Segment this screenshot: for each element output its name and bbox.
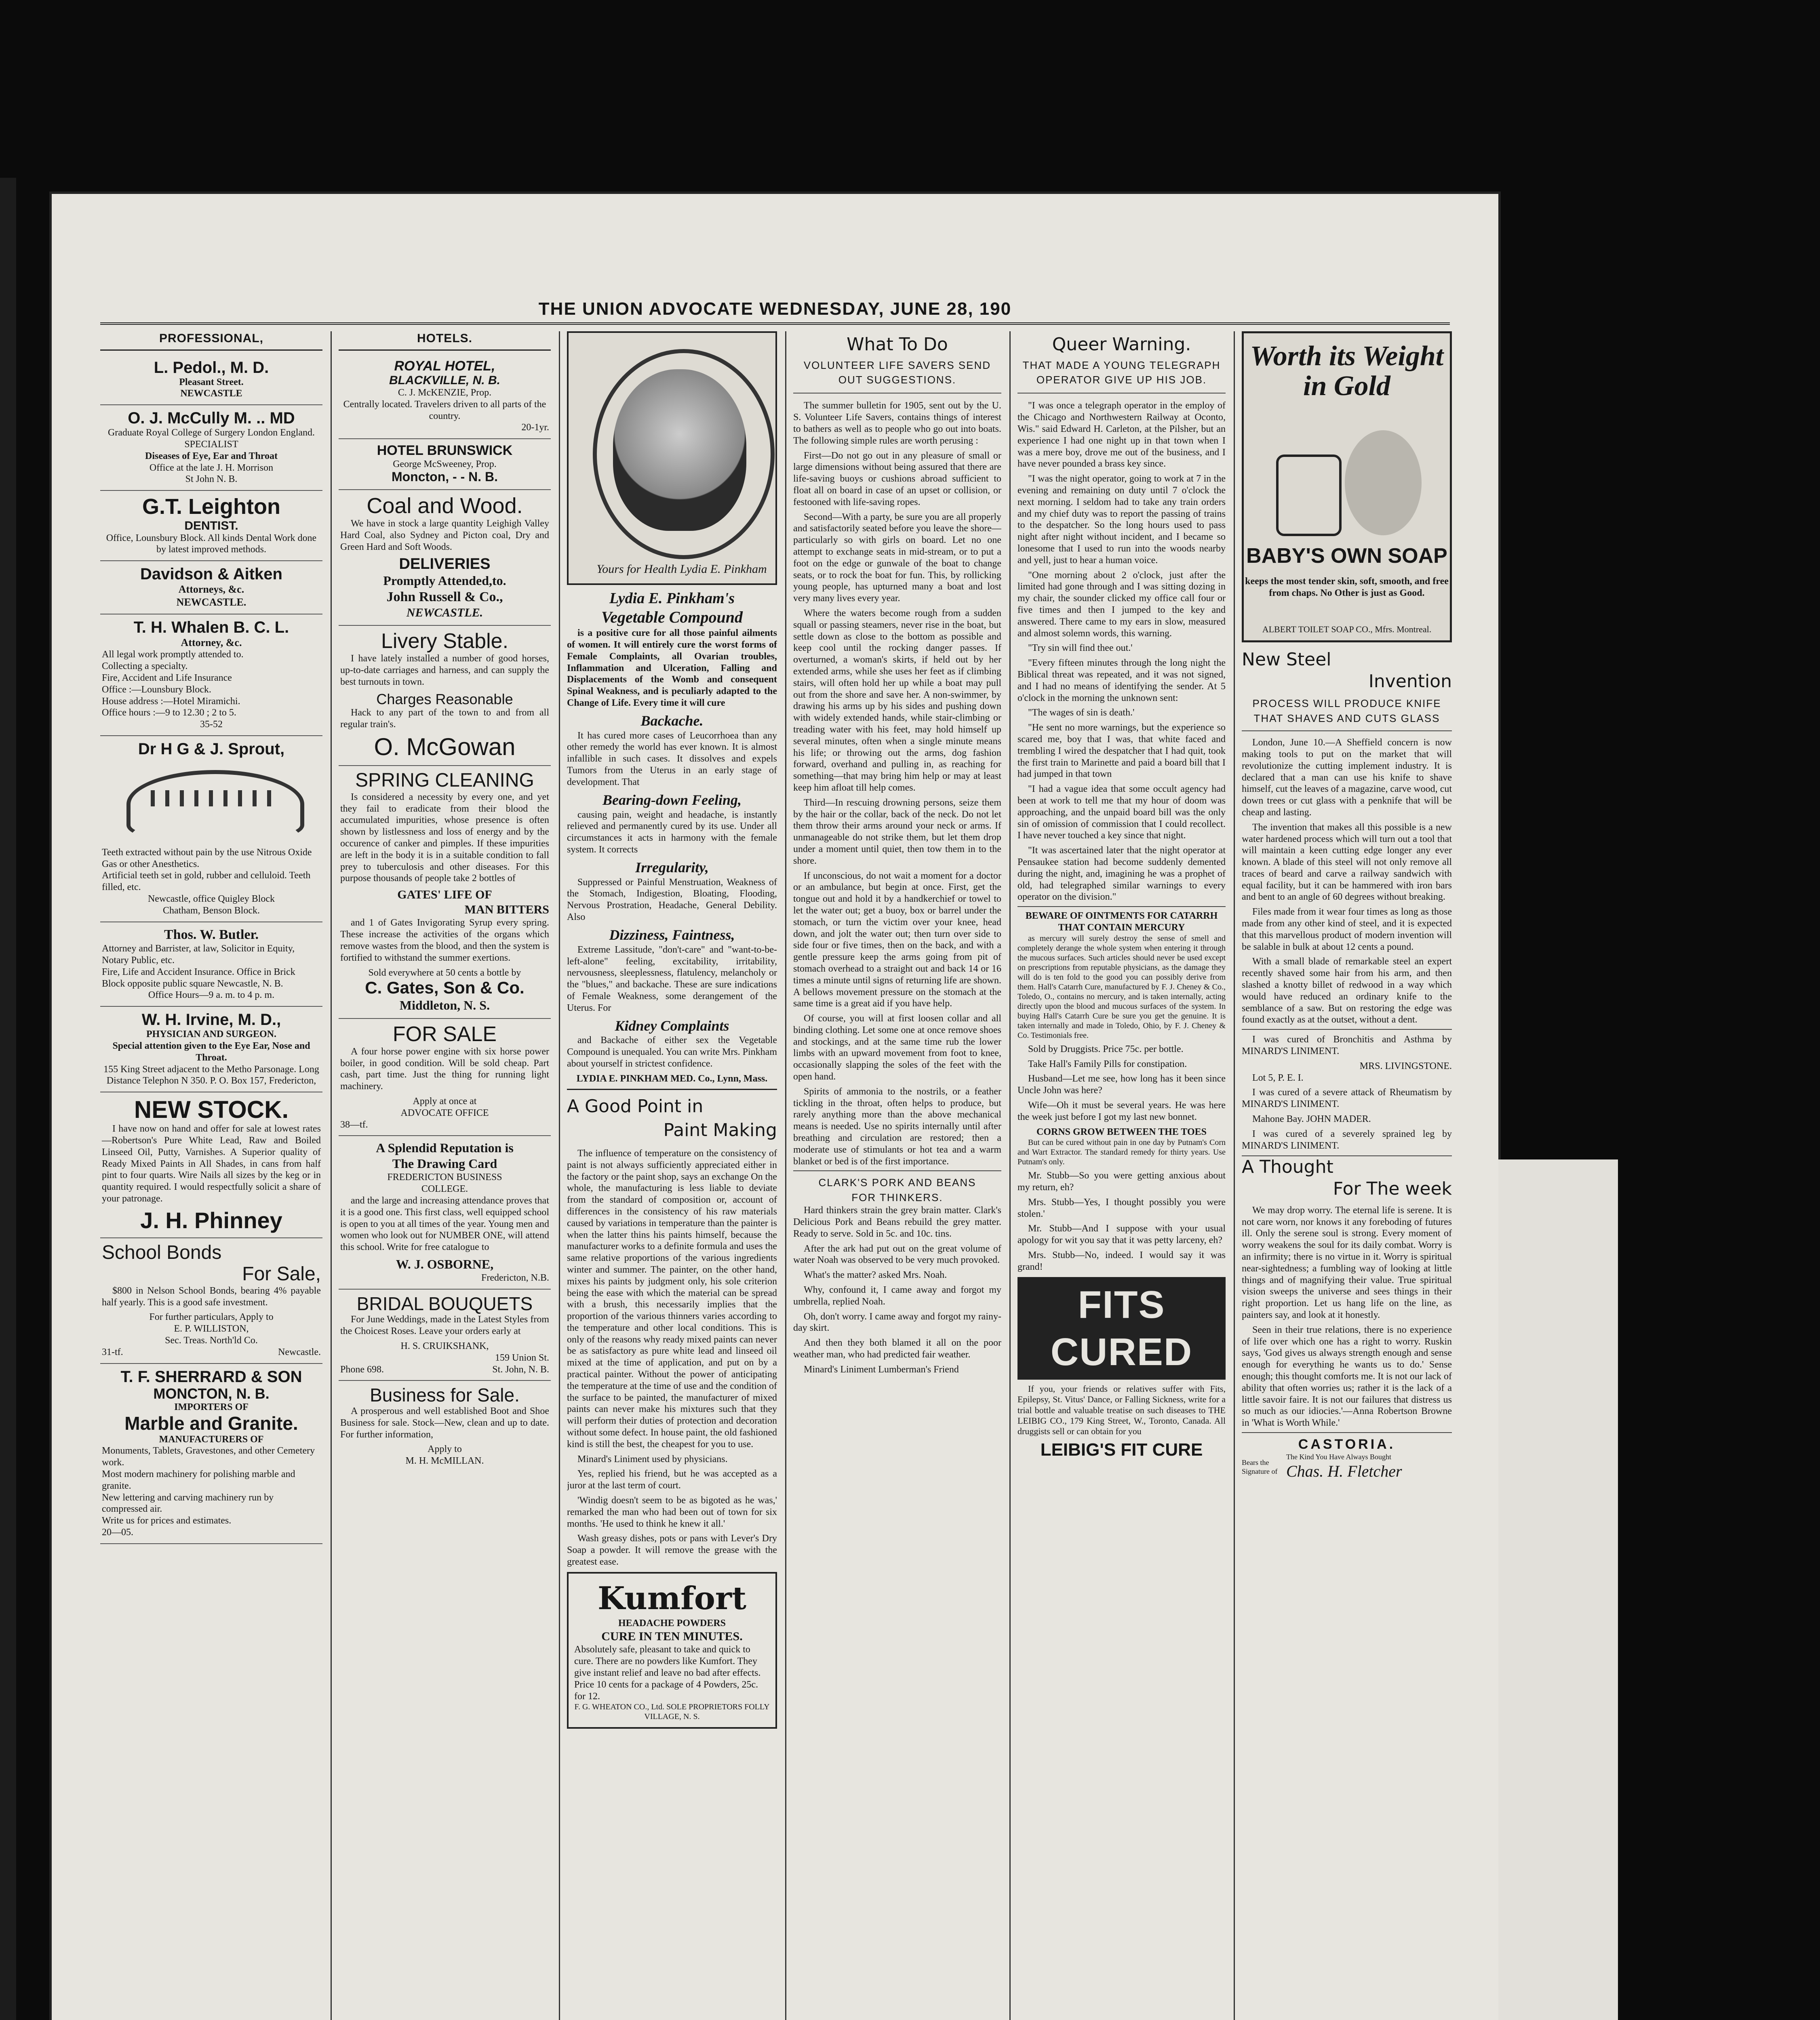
ad-line: 20—05.: [102, 1527, 133, 1538]
ad-body: and the large and increasing attendance proves that it is a good one. This first class, well equipped school is open to you at all times of the year. Young men and women who look out for NUMBER ONE, will attend this school. Write for free catalogue to: [340, 1195, 549, 1253]
ad-title-2: For Sale,: [242, 1263, 321, 1285]
article-paragraph: Files made from it wear four times as long as those made from any other kind of steel, and it is expected that this marvellous product of modern invention will be salable in bulk at about 12 cents a pound.: [1242, 907, 1452, 952]
card-sub: PHYSICIAN AND SURGEON.: [146, 1029, 277, 1040]
testimonial: I was cured of Bronchitis and Asthma by MINARD'S LINIMENT.: [1242, 1034, 1452, 1057]
ad-line: Monuments, Tablets, Gravestones, and other Cemetery work.: [102, 1446, 315, 1468]
column-hotels: [339, 331, 551, 2020]
ad-signer: J. H. Phinney: [140, 1207, 282, 1233]
article-paragraph: "One morning about 2 o'clock, just after the limited had gone through and I was sitting dozing in my chair, the sounder clicked my office call four or five times and then I jumped to the key and answered. There came to my ears in slow, measured and almost solemn words, this warning.: [1017, 570, 1226, 639]
card-line: Special attention given to the Eye Ear, Nose and Throat.: [112, 1040, 310, 1063]
testimonial: Lot 5, P. E. I.: [1252, 1072, 1304, 1083]
card-line: Diseases of Eye, Ear and Throat: [145, 450, 278, 461]
testimonial: I was cured of a severely sprained leg by MINARD'S LINIMENT.: [1242, 1128, 1452, 1151]
ad-hotel-brunswick: [339, 439, 551, 490]
page-edge-shadow: [0, 178, 16, 2020]
ad-signer: M. H. McMILLAN.: [405, 1456, 484, 1467]
ad-title: A Splendid Reputation is: [376, 1140, 514, 1155]
card-davidson: [100, 561, 322, 614]
card-line: Fire, Life and Accident Insurance. Office in Brick Block opposite public square Newcastle, N. B.: [102, 966, 295, 989]
article-paragraph: Second—With a party, be sure you are all properly and satisfactorily seated before you leave the shore—particularly so with girls on board. Let no one attempt to exchange seats in mid-stream, or to put a foot on the edge or gunwale of the boat to change seats, or to rock the boat for fun. This, by rollicking young people, has upturned many a boat and lost very many lives every year.: [793, 511, 1001, 604]
ad-sub: HEADACHE POWDERS: [618, 1618, 726, 1629]
ad-spring-cleaning: [339, 766, 551, 1019]
ad-body: We have in stock a large quantity Leighigh Valley Hard Coal, also Sydney and Picton coal, Dry and Green Hard and Soft Woods.: [340, 518, 549, 552]
ad-town: Newcastle.: [278, 1347, 321, 1357]
ad-title: Worth its Weight in Gold: [1250, 341, 1444, 402]
ad-firm: John Russell & Co.,: [386, 589, 503, 605]
card-line: NEWCASTLE: [180, 388, 242, 399]
article-title-2: Paint Making: [663, 1120, 777, 1141]
ad-town: BLACKVILLE, N. B.: [389, 373, 500, 387]
article-paragraph: With a small blade of remarkable steel an expert recently shaved some hair from his arm, and then slashed a knotty billet of redwood in a way which would have reduced an ordinary knife to the semblance of a saw. But on restoring the edge was found exactly as at the outset, without a dent.: [1242, 956, 1452, 1025]
column-divider: [1234, 331, 1235, 2020]
ad-body: causing pain, weight and headache, is instantly relieved and permanently cured by its use. Under all circumstances it acts in harmony with the female system. It corrects: [567, 809, 777, 855]
masthead-rule: [100, 322, 1450, 325]
article-paragraph: "It was ascertained later that the night operator at Pensaukee station had become suddenly demented during the night, and, imagining he was a prophet of old, had telegraphed similar warnings to every operator on the division.": [1017, 845, 1226, 903]
article-title: New Steel: [1242, 649, 1331, 670]
ad-apply: Apply to: [428, 1444, 462, 1455]
ad-line: Write us for prices and estimates.: [102, 1515, 232, 1526]
ad-name: BABY'S OWN SOAP: [1246, 544, 1447, 568]
card-name: Thos. W. Butler.: [164, 927, 259, 942]
ad-title: FOR SALE: [392, 1022, 497, 1046]
ad-body: But can be cured without pain in one day by Putnam's Corn and Wart Extractor. The standard remedy for thirty years. Use Putnam's only.: [1017, 1138, 1226, 1167]
anecdote-paragraph: Husband—Let me see, how long has it been since Uncle John was here?: [1017, 1073, 1226, 1096]
ad-business-for-sale: [339, 1381, 551, 1472]
filler-minard: Minard's Liniment used by physicians.: [577, 1454, 728, 1464]
article-paragraph: "Try sin will find thee out.': [1028, 643, 1133, 654]
ad-town: St. John, N. B.: [492, 1364, 549, 1375]
article-paragraph: Third—In rescuing drowning persons, seize them by the hair or the collar, back of the neck. Do not let them throw their arms around your neck or arms. If unmanageable do not strike them, but let them drop under a moment until quiet, then tow them in to the shore.: [793, 797, 1001, 866]
ad-kumfort: [567, 1572, 777, 1729]
ad-title: BEWARE OF OINTMENTS FOR CATARRH THAT CONTAIN MERCURY: [1017, 906, 1226, 934]
article-paragraph: Of course, you will at first loosen collar and all binding clothing. Let some one at once remove shoes and stockings, and at the same time rub the lower limbs with an upward movement from foot to knee, occasionally slapping the soles of the feet with the open hand.: [793, 1013, 1001, 1082]
ad-ref: 38—tf.: [340, 1119, 368, 1130]
ad-where: ADVOCATE OFFICE: [400, 1107, 489, 1118]
ad-castoria-sub: The Kind You Have Always Bought: [1286, 1453, 1391, 1461]
ad-section: Irregularity,: [635, 859, 709, 875]
ad-apply: For further particulars, Apply to: [149, 1312, 274, 1323]
section-header: HOTELS.: [339, 331, 551, 351]
card-name: L. Pedol., M. D.: [154, 358, 269, 377]
card-line: All legal work promptly attended to.: [102, 649, 244, 660]
ad-school-bonds: [100, 1238, 322, 1364]
ad-body: For June Weddings, made in the Latest Styles from the Choicest Roses. Leave your orders early at: [340, 1314, 549, 1337]
ad-body: Absolutely safe, pleasant to take and quick to cure. There are no powders like Kumfort. They give instant relief and leave no bad after effects. Price 10 cents for a package of 4 Powders, 25c. for 12.: [574, 1644, 761, 1702]
card-line: Office at the late J. H. Morrison: [149, 462, 274, 473]
ad-body: I have now on hand and offer for sale at lowest rates—Robertson's Pure White Lead, Raw and Boiled Linseed Oil, Putty, Varnishes. A Superior quality of Ready Mixed Paints in All Shades, in cans from half pint to four quarts. Wire Nails all sizes by the keg or in quantity required. I would respectfully solicit a share of your patronage.: [102, 1124, 321, 1204]
ad-body: $800 in Nelson School Bonds, bearing 4% payable half yearly. This is a good safe investment.: [102, 1285, 321, 1308]
card-line: 155 King Street adjacent to the Metho Parsonage. Long Distance Telephon N 350. P. O. Box 157, Fredericton,: [103, 1064, 319, 1086]
filler-juror: Yes, replied his friend, but he was accepted as a juror at the last term of court.: [567, 1469, 777, 1491]
article-title-2: For The week: [1333, 1178, 1452, 1199]
article-title-2: Invention: [1368, 671, 1452, 692]
ad-body: A prosperous and well established Boot and Shoe Business for sale. Stock—New, clean and up to date. For further information,: [340, 1406, 549, 1440]
ad-name: HOTEL BRUNSWICK: [377, 443, 513, 459]
column-divider: [1009, 331, 1011, 2020]
ad-gates: GATES' LIFE OF: [397, 888, 492, 902]
ad-body: keeps the most tender skin, soft, smooth, and free from chaps. No Other is just as Good.: [1245, 576, 1449, 599]
castoria-signature: Chas. H. Fletcher: [1286, 1462, 1402, 1480]
ad-line: MANUFACTURERS OF: [159, 1434, 264, 1445]
ad-body-2: Hack to any part of the town to and from all regular train's.: [340, 707, 549, 730]
card-line: Graduate Royal College of Surgery London England.: [107, 427, 315, 438]
ad-body: It has cured more cases of Leucorrhoea than any other remedy the world has ever known. It is almost infallible in such cases. It dissolves and expels Tumors from the Uterus in an early stage of development. That: [567, 730, 777, 787]
card-mccully: [100, 405, 322, 491]
anecdote-paragraph: What's the matter? asked Mrs. Noah.: [804, 1270, 947, 1281]
card-sub: Attorney, &c.: [181, 636, 242, 648]
column-queer-warning: [1017, 331, 1226, 2020]
ad-firm: ALBERT TOILET SOAP CO., Mfrs. Montreal.: [1262, 624, 1432, 634]
ad-charges: Charges Reasonable: [376, 690, 513, 707]
ad-ref: 31-tf.: [102, 1347, 123, 1357]
ad-title-2: FOR THINKERS.: [851, 1191, 943, 1204]
ad-body: as mercury will surely destroy the sense of smell and completely derange the whole system when entering it through the mucous surfaces. Such articles should never be used except on prescriptions from reputable physicians, as the damage they will do is ten fold to the good you can possibly derive from them. Hall's Catarrh Cure, manufactured by F. J. Cheney & Co., Toledo, O., contains no mercury, and is taken internally, acting directly upon the blood and mucous surfaces of the system. In buying Hall's Catarrh Cure be sure you get the genuine. It is taken internally and made in Toledo, Ohio, by F. J. Cheney & Co. Testimonials free.: [1017, 934, 1226, 1040]
ad-for-sale-engine: [339, 1019, 551, 1136]
ad-title: School Bonds: [102, 1242, 222, 1264]
article-paragraph: If unconscious, do not wait a moment for a doctor or an ambulance, but begin at once. First, get the tongue out and hold it by a handkerchief or towel to let the water out; get a buoy, box or barrel under the stomach, or turn the victim over your knee, head down, and jolt the water out; then turn over side to side four or five times, then on the back, and with a gentle pressure keep the arms going from pit of stomach overhead to a straight out and back 14 or 16 times a minute until signs of returning life are shown. A bellows movement pressure on the stomach at the same time is a great aid if you have help.: [793, 870, 1001, 1009]
ad-pills: Take Hall's Family Pills for constipation.: [1028, 1058, 1187, 1069]
anecdote-paragraph: Wife—Oh it must be several years. He was here the week just before I got my last new bonnet.: [1017, 1100, 1226, 1122]
ad-college: FREDERICTON BUSINESS: [387, 1172, 502, 1183]
ad-sold: Sold by Druggists. Price 75c. per bottle.: [1028, 1044, 1184, 1054]
ad-signer: O. McGowan: [374, 733, 516, 760]
card-line: Teeth extracted without pain by the use Nitrous Oxide Gas or other Anesthetics.: [102, 847, 312, 869]
ad-body: Centrally located. Travelers driven to all parts of the country.: [343, 399, 546, 421]
card-line: NEWCASTLE.: [176, 596, 246, 608]
ad-coal-wood: [339, 490, 551, 626]
card-butler: [100, 922, 322, 1007]
card-line: Office, Lounsbury Block. All kinds Dental Work done by latest improved methods.: [106, 532, 317, 555]
column-misc: [1242, 331, 1452, 2020]
ad-title: BRIDAL BOUQUETS: [356, 1293, 533, 1314]
anecdote-paragraph: And then they both blamed it all on the poor weather man, who had predicted fair weather.: [793, 1338, 1001, 1360]
ad-apply: Apply at once at: [413, 1096, 477, 1107]
card-line: Office :—Lounsbury Block.: [102, 684, 211, 695]
ad-body: Suppressed or Painful Menstruation, Weakness of the Stomach, Indigestion, Bloating, Flooding, Nervous Prostration, Headache, General Debility. Also: [567, 877, 777, 923]
article-paragraph: "I had a vague idea that some occult agency had been at work to tell me that my hour of doom was approaching, and the unpaid board bill was the only sin of omission of commission that I could recollect. I have never touched a key since that night.: [1017, 784, 1226, 841]
card-line: Fire, Accident and Life Insurance: [102, 672, 232, 683]
ad-line: New lettering and carving machinery run by compressed air.: [102, 1492, 274, 1515]
torn-page-flap: [1498, 1159, 1618, 2020]
column-divider: [331, 331, 332, 2020]
column-divider: [785, 331, 786, 2020]
ad-sub-2: CURE IN TEN MINUTES.: [601, 1629, 743, 1643]
column-what-to-do: [793, 331, 1001, 2020]
ad-section: Backache.: [640, 712, 704, 729]
article-title: A Good Point in: [567, 1096, 704, 1117]
ad-section: Kidney Complaints: [615, 1017, 729, 1034]
card-line: St John N. B.: [185, 474, 238, 485]
pinkham-portrait: [567, 331, 777, 585]
ad-body: If you, your friends or relatives suffer with Fits, Epilepsy, St. Vitus' Dance, or Falling Sickness, write for a trial bottle and valuable treatise on such diseases to THE LEIBIG CO., 179 King Street, W., Toronto, Canada. All druggists sell or can obtain for you: [1017, 1383, 1226, 1437]
ad-sherrard: [100, 1364, 322, 1544]
article-title: A Thought: [1242, 1155, 1452, 1178]
ad-livery-stable: [339, 626, 551, 766]
anecdote-paragraph: Mrs. Stubb—No, indeed. I would say it was grand!: [1017, 1250, 1226, 1272]
ad-title: Lydia E. Pinkham's: [609, 590, 735, 607]
card-line: Office Hours—9 a. m. to 4 p. m.: [148, 990, 275, 1001]
ad-name: T. F. SHERRARD & SON: [120, 1368, 302, 1386]
article-paragraph: "He sent no more warnings, but the experience so scared me, boy that I was, that white faced and trembling I wired the despatcher that I had quit, took the first train to Marinette and paid a board bill that I had jumped in that town: [1017, 722, 1226, 780]
card-line: 35-52: [200, 719, 223, 730]
ad-town: Fredericton, N.B.: [481, 1272, 549, 1283]
card-line: Newcastle, office Quigley Block: [147, 894, 275, 905]
article-title: What To Do: [847, 334, 948, 355]
ad-body-3: Sold everywhere at 50 cents a bottle by: [368, 967, 521, 978]
article-paragraph: "I was once a telegraph operator in the employ of the Chicago and Northwestern Railway at Oconto, Wis." said Edward H. Carleton, at the Pilsher, but an experience I had one night up in that town when I was a mere boy, drove me out of the business, and I have never pounded a brass key since.: [1017, 400, 1226, 469]
card-name: O. J. McCully M. .. MD: [128, 409, 295, 427]
article-title: Queer Warning.: [1052, 334, 1191, 355]
soap-cake-illustration: [1276, 455, 1342, 536]
ad-body: Is considered a necessity by every one, and yet they fail to eradicate from their blood the accumulated impurities, whose presence is often shown by listlessness and loss of energy and by the occurence of canker and pimples. If these impurities are left in the body it is in a suitable condition to fall prey to tuberculosis and other diseases. For this purpose thousands of people take 2 bottles of: [340, 791, 549, 884]
testimonial: Mahone Bay. JOHN MADER.: [1252, 1114, 1371, 1125]
article-subtitle: VOLUNTEER LIFE SAVERS SEND OUT SUGGESTIONS.: [793, 358, 1001, 394]
newspaper-page: [52, 194, 1498, 2020]
ad-firm: C. Gates, Son & Co.: [365, 978, 525, 997]
ad-title-2: Vegetable Compound: [601, 608, 743, 627]
ad-section: Bearing-down Feeling,: [602, 791, 742, 808]
article-paragraph: "The wages of sin is death.': [1028, 707, 1135, 718]
ad-firm: F. G. WHEATON CO., Ltd. SOLE PROPRIETORS FOLLY VILLAGE, N. S.: [574, 1702, 770, 1721]
ad-signer: W. J. OSBORNE,: [396, 1256, 494, 1271]
ad-body: is a positive cure for all those painful ailments of women. It will entirely cure the worst forms of Female Complaints, all Ovarian troubles, Inflammation and Ulceration, Falling and Displacements of the Womb and consequent Spinal Weakness, and is peculiarly adapted to the Change of Life. Every time it will cure: [567, 628, 777, 708]
anecdote-paragraph: Mr. Stubb—So you were getting anxious about my return, eh?: [1017, 1170, 1226, 1193]
ad-body-2: and 1 of Gates Invigorating Syrup every spring. These increase the activities of the organs which remove wastes from the blood, and then the system is fortified to withstand the summer exertions.: [340, 917, 549, 963]
article-paragraph: Spirits of ammonia to the nostrils, or a feather tickling in the throat, often helps to produce, but rarely anything more than the above mechanical means is needed. Use no spirits internally until after breathing and circulation are restored; then a moderate use of stimulants or hot tea and a warm blanket or bed is of the first importance.: [793, 1086, 1001, 1167]
card-leighton: [100, 491, 322, 561]
ad-deliveries-2: Promptly Attended,to.: [383, 573, 506, 588]
anecdote-paragraph: After the ark had put out on the great volume of water Noah was observed to be very much provoked.: [793, 1243, 1001, 1266]
article-subtitle: PROCESS WILL PRODUCE KNIFE THAT SHAVES AND CUTS GLASS: [1242, 696, 1452, 731]
column-divider: [559, 331, 560, 2020]
card-whalen: [100, 614, 322, 736]
ad-new-stock: [100, 1092, 322, 1238]
ad-who: E. P. WILLISTON,: [174, 1324, 249, 1334]
ad-who-2: Sec. Treas. North'ld Co.: [165, 1335, 258, 1346]
card-line: Office hours :—9 to 12.30 ; 2 to 5.: [102, 707, 236, 718]
ad-castoria-bears: Bears the Signature of: [1242, 1458, 1278, 1475]
testimonial: MRS. LIVINGSTONE.: [1359, 1060, 1452, 1071]
article-subtitle: THAT MADE A YOUNG TELEGRAPH OPERATOR GIVE UP HIS JOB.: [1017, 358, 1226, 394]
baby-illustration: [1345, 430, 1422, 535]
section-header: PROFESSIONAL,: [100, 331, 322, 351]
ad-title: Kumfort: [597, 1580, 747, 1617]
article-paragraph: "I was the night operator, going to work at 7 in the evening and remaining on duty until 7 o'clock the next morning. I seldom had to take any train orders and my chief duty was to report the passing of trains to the despatcher. So the long hours used to pass night after night without incident, and I became so lonesome that I used to run into the woods nearby and yell, just to hear a human voice.: [1017, 473, 1226, 566]
filler-lever: Wash greasy dishes, pots or pans with Lever's Dry Soap a powder. It will remove the grease with the greatest ease.: [567, 1533, 777, 1568]
article-paragraph: The summer bulletin for 1905, sent out by the U. S. Volunteer Life Savers, contains things of interest to bathers as well as to people who go out into boats. The following simple rules are worth perusing :: [793, 400, 1001, 446]
column-pinkham: [567, 331, 777, 2020]
ad-prop: George McSweeney, Prop.: [393, 459, 497, 469]
article-paragraph: We may drop worry. The eternal life is serene. It is not care worn, nor knows it any foreboding of futures ill. Only the serene soul is strong. Every moment of worry weakens the soul for its daily combat. Worry is an infirmity; there is no virtue in it. Worry is spiritual near-sightedness; a fumbling way of looking at little things and of magnifying their value. True spiritual vision sweeps the universe and sees things in their right proportion. Let us hang life on the line, as painters say, and look at it honestly.: [1242, 1205, 1452, 1320]
ad-town: MONCTON, N. B.: [153, 1385, 270, 1402]
ad-section: Dizziness, Faintness,: [609, 926, 735, 943]
ad-body: A four horse power engine with six horse power boiler, in good condition. Will be sold cheap. Part cash, part time. Just the thing for running light machinery.: [340, 1046, 549, 1092]
filler-windig: 'Windig doesn't seem to be as bigoted as he was,' remarked the man who had been out of town for six months. 'He used to think he knew it all.': [567, 1495, 777, 1529]
card-line: SPECIALIST: [184, 439, 238, 450]
ad-title: Marble and Granite.: [124, 1413, 298, 1434]
anecdote-paragraph: Mrs. Stubb—Yes, I thought possibly you were stolen.': [1017, 1197, 1226, 1219]
article-paragraph: Seen in their true relations, there is no experience of life over which one has a right to worry. Ruskin says, 'God gives us always strength enough and sense enough for everything he wants us to do.' Sense enough; this thought comforts me. It is not our lack of ability that often worries us; rather it is the lack of a little savoir faire. It is not our failures that distress us so much as our idiocies.'—Anna Robertson Browne in 'What is Worth While.': [1242, 1324, 1452, 1429]
card-line: Collecting a specialty.: [102, 661, 188, 672]
ad-title: Livery Stable.: [381, 629, 509, 653]
dentures-illustration: [126, 762, 296, 843]
filler-minard: Minard's Liniment Lumberman's Friend: [804, 1364, 959, 1375]
card-line: Artificial teeth set in gold, rubber and celluloid. Teeth filled, etc.: [102, 870, 311, 893]
ad-name: ROYAL HOTEL,: [394, 358, 495, 374]
anecdote-paragraph: Mr. Stubb—And I suppose with your usual apology for wit you say that it was petty larceny, eh?: [1017, 1223, 1226, 1246]
ad-castoria: CASTORIA.: [1242, 1432, 1452, 1453]
ad-town: Middleton, N. S.: [399, 997, 490, 1012]
ad-addr: 159 Union St.: [495, 1352, 549, 1363]
ad-deliveries: DELIVERIES: [399, 556, 491, 573]
article-paragraph: Where the waters become rough from a sudden squall or passing steamers, never rise in the boat, but settle down as close to the bottom as possible and keep cool until the rocking danger passes. If overturned, a woman's skirts, if held out by her extended arms, while she uses her feet as if climbing stairs, will often hold her up while a boat may pull out from the shore and save her. A non-swimmer, by drawing his arms up by his sides and pushing down with widely extended hands, while stair-climbing or treading water with his feet, may hold himself up several minutes, often when a single minute means his life; or throwing out the arms, dog fashion forward, overhand and pulling in, as reaching for something—that may bring him help or may at least keep him afloat till help comes.: [793, 608, 1001, 793]
card-line: Pleasant Street.: [179, 377, 244, 387]
portrait-caption: Yours for Health Lydia E. Pinkham: [596, 562, 767, 576]
ad-town: NEWCASTLE.: [406, 606, 483, 619]
card-name: Dr H G & J. Sprout,: [138, 740, 285, 758]
card-sub: DENTIST.: [184, 519, 238, 532]
card-irvine: [100, 1007, 322, 1092]
ad-body: Extreme Lassitude, "don't-care" and "want-to-be-left-alone" feeling, excitability, irritability, nervousness, sleeplessness, flatulency, melancholy or the "blues," and backache. These are sure indications of Female Weakness, some derangement of the Uterus. For: [567, 944, 777, 1013]
ad-title-2: The Drawing Card: [392, 1156, 497, 1171]
card-sub: Attorneys, &c.: [178, 583, 244, 595]
column-professional: [100, 331, 322, 2020]
anecdote-paragraph: Why, confound it, I came away and forgot my umbrella, replied Noah.: [793, 1285, 1001, 1307]
ad-gates-2: MAN BITTERS: [464, 903, 549, 916]
article-body: The influence of temperature on the consistency of paint is not always sufficiently appreciated either in the factory or the paint shop, says an exchange On the whole, the manufacturing is less liable to deviate from the standard of composition or, account of differences in the consistency of his raw materials caused by variations in temperature than the painter is when the latter thins his paints himself, because the manufacturer works to a definite formula and uses the same relative proportions of the various ingredients winter and summer. The painter, on the other hand, mixes his paints by judgment only, his sole criterion being the ease with which the material can be spread with a brush, this necessarily implies that the proportion of the various thinners varies according to the temperature and other local conditions. This is only of the reasons why ready mixed paints can never be as satisfactory as pure white lead and linseed oil mixed at the time of application, and put on by a practical painter. Without the power of anticipating the temperature at the time of use and the condition of the surface to be painted, the manufacturer of mixed paints can never make his mixtures such that they will perform their duties of protection and decoration without some defect. In house paint, the old fashioned kind is still the best, the cheapest for you to use.: [567, 1148, 777, 1450]
ad-babys-own-soap: [1242, 331, 1452, 642]
card-line: Attorney and Barrister, at law, Solicitor in Equity, Notary Public, etc.: [102, 943, 295, 966]
ad-town: Moncton, - - N. B.: [391, 469, 498, 484]
ad-line: Most modern machinery for polishing marble and granite.: [102, 1469, 295, 1491]
ad-sub: IMPORTERS OF: [174, 1402, 249, 1413]
ad-firm: H. S. CRUIKSHANK,: [400, 1340, 489, 1351]
card-line: House address :—Hotel Miramichi.: [102, 696, 240, 707]
ad-body: and Backache of either sex the Vegetable Compound is unequaled. You can write Mrs. Pinkham about yourself in strictest confidence.: [567, 1035, 777, 1069]
ad-fits-cured-banner: FITS CURED: [1017, 1277, 1226, 1380]
ad-title: Business for Sale.: [370, 1385, 520, 1406]
card-name: W. H. Irvine, M. D.,: [141, 1011, 281, 1029]
ad-leibig: LEIBIG'S FIT CURE: [1040, 1439, 1203, 1460]
ad-ref: 20-1yr.: [521, 422, 549, 433]
masthead: THE UNION ADVOCATE WEDNESDAY, JUNE 28, 190: [538, 299, 1012, 319]
card-name: T. H. Whalen B. C. L.: [133, 618, 289, 636]
portrait-face: [613, 369, 746, 531]
ad-title: CLARK'S PORK AND BEANS: [793, 1170, 1001, 1190]
ad-business-college: [339, 1136, 551, 1289]
article-paragraph: First—Do not go out in any pleasure of small or large dimensions without being assured that there are life-saving buoys or cushions abroad sufficient to float all on board in case of an upset or collision, or festooned with life-saving ropes.: [793, 450, 1001, 507]
article-paragraph: London, June 10.—A Sheffield concern is now making tools to put on the market that will revolutionize the cutting implement industry. It is declared that a man can use his knife to shave himself, cut the leaves of a magazine, carve wood, cut down trees or cut glass with a penknife that will be cheap and lasting.: [1242, 737, 1452, 818]
ad-body: I have lately installed a number of good horses, up-to-date carriages and harness, and can supply the best turnouts in town.: [340, 653, 549, 687]
card-sprout: [100, 736, 322, 922]
ad-prop: C. J. McKENZIE, Prop.: [398, 387, 492, 398]
ad-title: SPRING CLEANING: [355, 769, 534, 791]
ad-title: NEW STOCK.: [134, 1096, 289, 1124]
ad-phone: Phone 698.: [340, 1364, 384, 1375]
ad-royal-hotel: [339, 355, 551, 440]
anecdote-paragraph: Oh, don't worry. I came away and forgot my rainy-day skirt.: [793, 1311, 1001, 1334]
card-name: G.T. Leighton: [142, 494, 280, 519]
ad-college-2: COLLEGE.: [421, 1184, 468, 1195]
ad-title: Coal and Wood.: [367, 493, 523, 518]
card-line: Chatham, Benson Block.: [163, 905, 260, 916]
ad-firm: LYDIA E. PINKHAM MED. Co., Lynn, Mass.: [567, 1073, 777, 1090]
ad-body: Hard thinkers strain the grey brain matter. Clark's Delicious Pork and Beans rebuild the grey matter. Ready to serve. Sold in 5c. and 10c. tins.: [793, 1205, 1001, 1239]
article-paragraph: The invention that makes all this possible is a new water hardened process which will turn out a tool that will maintain a keen cutting edge longer any ever known. A blade of this steel will not only remove all traces of beard and carve a railway sandwich with equal facility, but it can be hammered with iron bars and bent to an angle of 60 degrees without breaking.: [1242, 822, 1452, 903]
article-paragraph: "Every fifteen minutes through the long night the Biblical threat was repeated, and it was not signed, and I had no means of identifying the sender. At 5 o'clock in the morning the unknown sent:: [1017, 658, 1226, 703]
ad-bridal-bouquets: [339, 1290, 551, 1381]
card-pedolin: [100, 355, 322, 406]
testimonial: I was cured of a severe attack of Rheumatism by MINARD'S LINIMENT.: [1242, 1087, 1452, 1110]
ad-title: CORNS GROW BETWEEN THE TOES: [1036, 1126, 1207, 1137]
card-name: Davidson & Aitken: [140, 565, 282, 583]
